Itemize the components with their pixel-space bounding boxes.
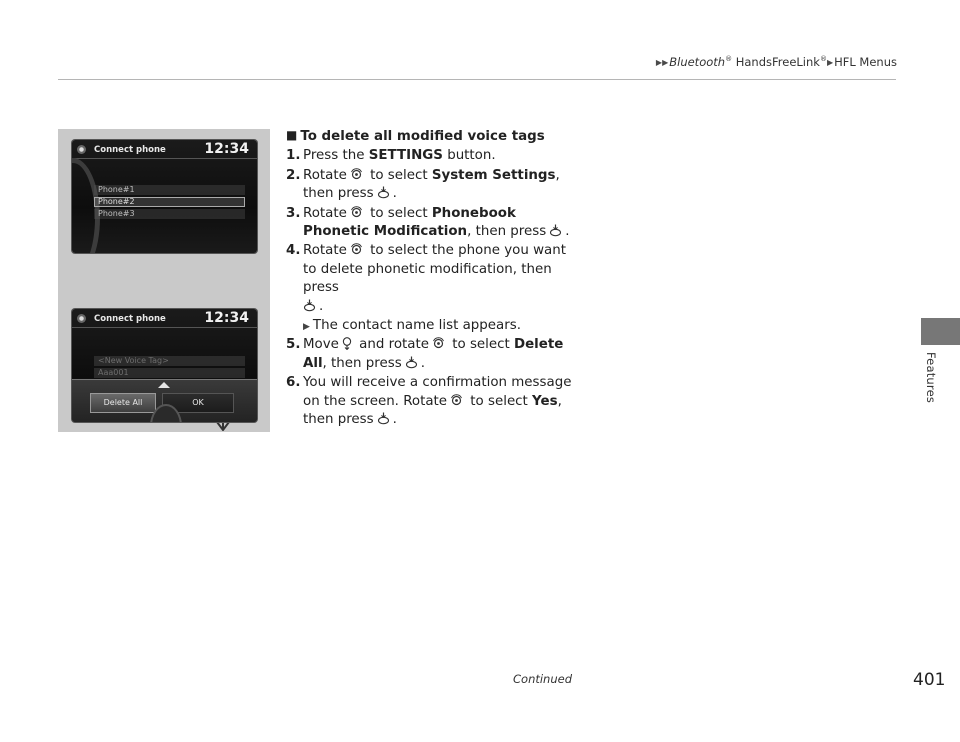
section-heading: ■ To delete all modified voice tags <box>286 128 545 144</box>
interface-dial-rotate-icon <box>432 337 445 350</box>
chapter-label: Features <box>924 352 938 404</box>
figure-panel <box>58 129 270 432</box>
right-triangle-icon: ▶ <box>826 58 834 67</box>
list-item-aaa001: Aaa001 <box>94 368 245 378</box>
step-6: 6. You will receive a confirmation message on the screen. Rotate to select Yes, then press . <box>286 375 572 428</box>
interface-dial-rotate-icon <box>350 206 363 219</box>
screen-title: Connect phone <box>94 145 166 155</box>
delete-all-button[interactable]: Delete All <box>90 393 156 413</box>
interface-dial-press-icon <box>303 299 316 312</box>
interface-dial-press-icon <box>377 186 390 199</box>
breadcrumb-section: HFL Menus <box>834 55 897 69</box>
screen-connect-phone-list <box>72 140 257 253</box>
interface-dial-press-icon <box>405 356 418 369</box>
screen-clock: 12:34 <box>204 310 249 326</box>
phone-icon <box>77 145 86 154</box>
step-5: 5. Move and rotate to select Delete All, then press . <box>286 337 564 371</box>
breadcrumb-handsfreelink: HandsFreeLink <box>732 55 820 69</box>
right-triangle-icon: ▶ <box>303 322 310 333</box>
interface-dial-rotate-icon <box>450 394 463 407</box>
registered-mark: ® <box>819 55 827 64</box>
continued-label: Continued <box>513 672 573 686</box>
interface-dial-rotate-icon <box>350 243 363 256</box>
right-triangle-icon: ▶▶ <box>655 58 669 67</box>
step-4-result: ▶ The contact name list appears. <box>303 318 521 334</box>
interface-dial-rotate-icon <box>350 168 363 181</box>
list-item-new-voice-tag: <New Voice Tag> <box>94 356 245 366</box>
step-2: 2. Rotate to select System Settings, then press . <box>286 167 560 202</box>
interface-dial-press-icon <box>377 412 390 425</box>
screen-divider <box>72 327 257 328</box>
step-4: 4. Rotate to select the phone you want to delete phonetic modification, then press . <box>286 243 566 314</box>
square-bullet-icon: ■ <box>286 128 298 142</box>
screen-delete-all <box>72 309 257 422</box>
header-divider <box>58 79 896 80</box>
interface-dial-move-icon <box>342 337 352 350</box>
screen-divider <box>72 158 257 159</box>
screen-clock: 12:34 <box>204 141 249 157</box>
phone-icon <box>77 314 86 323</box>
breadcrumb <box>656 55 897 69</box>
instruction-content <box>286 126 576 431</box>
ok-button[interactable]: OK <box>162 393 234 413</box>
chapter-tab[interactable] <box>921 318 960 345</box>
list-item-phone3[interactable]: Phone#3 <box>94 209 245 219</box>
interface-dial-press-icon <box>549 224 562 237</box>
step-3: 3. Rotate to select Phonebook Phonetic Modification, then press . <box>286 205 570 240</box>
screen-title: Connect phone <box>94 314 166 324</box>
list-item-phone1[interactable]: Phone#1 <box>94 185 245 195</box>
registered-mark: ® <box>725 55 733 64</box>
breadcrumb-bluetooth: Bluetooth <box>669 55 726 69</box>
page-number: 401 <box>913 670 946 690</box>
step-1: 1. Press the SETTINGS button. <box>286 148 496 164</box>
list-item-phone2[interactable]: Phone#2 <box>94 197 245 207</box>
chevron-up-icon <box>158 382 170 388</box>
